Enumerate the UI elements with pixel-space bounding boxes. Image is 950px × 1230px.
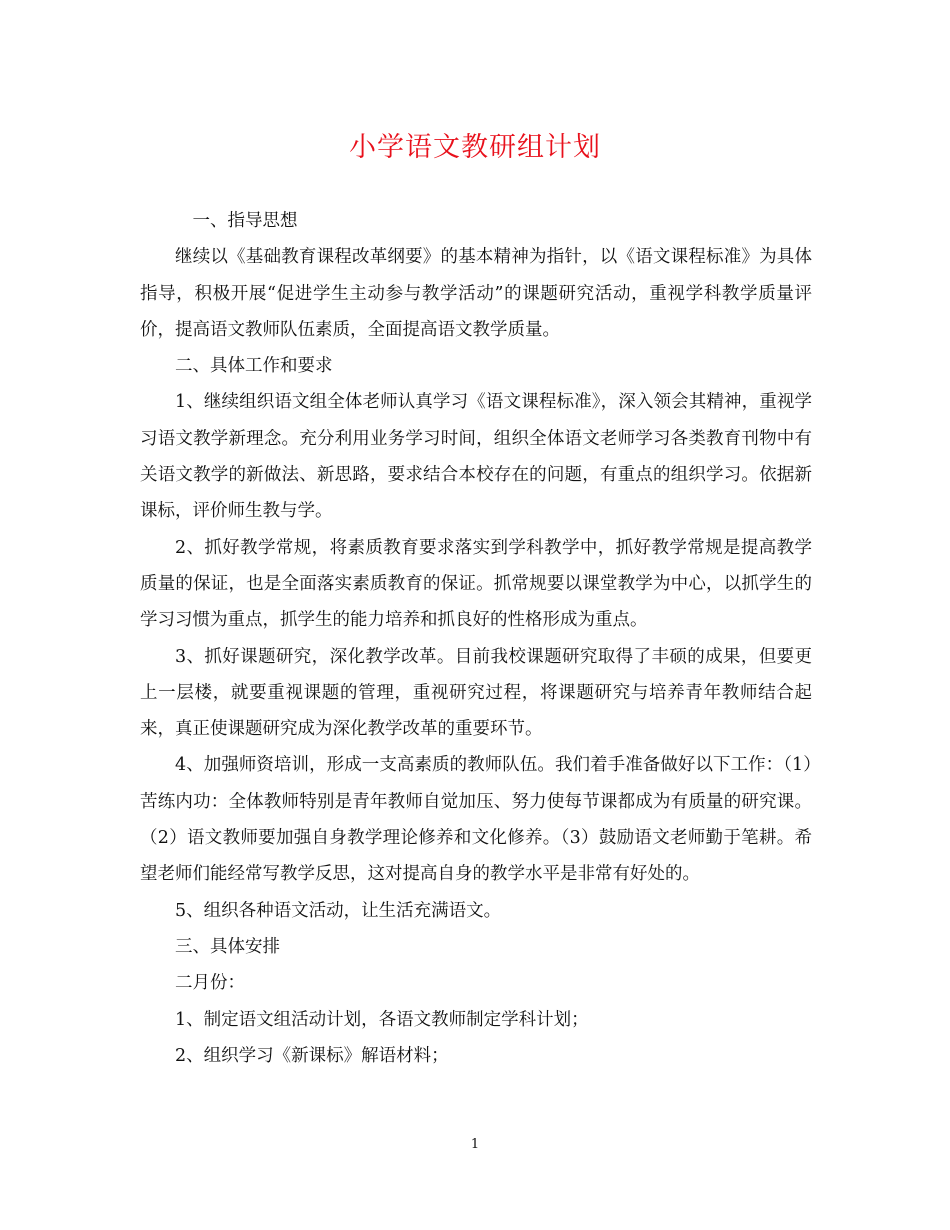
- paragraph-item-3: 3、抓好课题研究，深化教学改革。目前我校课题研究取得了丰硕的成果，但要更上一层楼，就要重视课题的管理，重视研究过程，将课题研究与培养青年教师结合起来，真正使课题研究成为深化教学改革的重要环节。: [140, 646, 812, 740]
- document-body: [140, 203, 812, 1074]
- schedule-item-1: 1、制定语文组活动计划，各语文教师制定学科计划；: [175, 1009, 589, 1030]
- schedule-item-2: 2、组织学习《新课标》解语材料；: [175, 1045, 449, 1066]
- paragraph-item-4: 4、加强师资培训，形成一支高素质的教师队伍。我们着手准备做好以下工作：（1）苦练内功：全体教师特别是青年教师自觉加压、努力使每节课都成为有质量的研究课。（2）语文教师要加强自身教学理论修养和文化修养。（3）鼓励语文老师勤于笔耕。希望老师们能经常写教学反思，这对提高自身的教学水平是非常有好处的。: [140, 755, 812, 885]
- paragraph-item-5: 5、组织各种语文活动，让生活充满语文。: [175, 900, 502, 921]
- section-heading-work-requirements: 二、具体工作和要求: [175, 356, 333, 377]
- page-number: 1: [470, 1137, 480, 1152]
- paragraph-item-2: 2、抓好教学常规，将素质教育要求落实到学科教学中，抓好教学常规是提高教学质量的保证，也是全面落实素质教育的保证。抓常规要以课堂教学为中心，以抓学生的学习习惯为重点，抓学生的能力培养和抓良好的性格形成为重点。: [140, 537, 812, 631]
- month-heading-february: 二月份：: [175, 973, 245, 994]
- paragraph-item-1: 1、继续组织语文组全体老师认真学习《语文课程标准》，深入领会其精神，重视学习语文教学新理念。充分利用业务学习时间，组织全体语文老师学习各类教育刊物中有关语文教学的新做法、新思路，要求结合本校存在的问题，有重点的组织学习。依据新课标，评价师生教与学。: [140, 392, 812, 522]
- section-heading-guiding-ideology: 一、指导思想: [192, 211, 298, 231]
- paragraph-guiding-ideology: 继续以《基础教育课程改革纲要》的基本精神为指针，以《语文课程标准》为具体指导，积极开展“促进学生主动参与教学活动”的课题研究活动，重视学科教学质量评价，提高语文教师队伍素质，全面提高语文教学质量。: [140, 247, 812, 340]
- section-heading-schedule: 三、具体安排: [175, 936, 280, 957]
- document-title: 小学语文教研组计划: [349, 132, 601, 163]
